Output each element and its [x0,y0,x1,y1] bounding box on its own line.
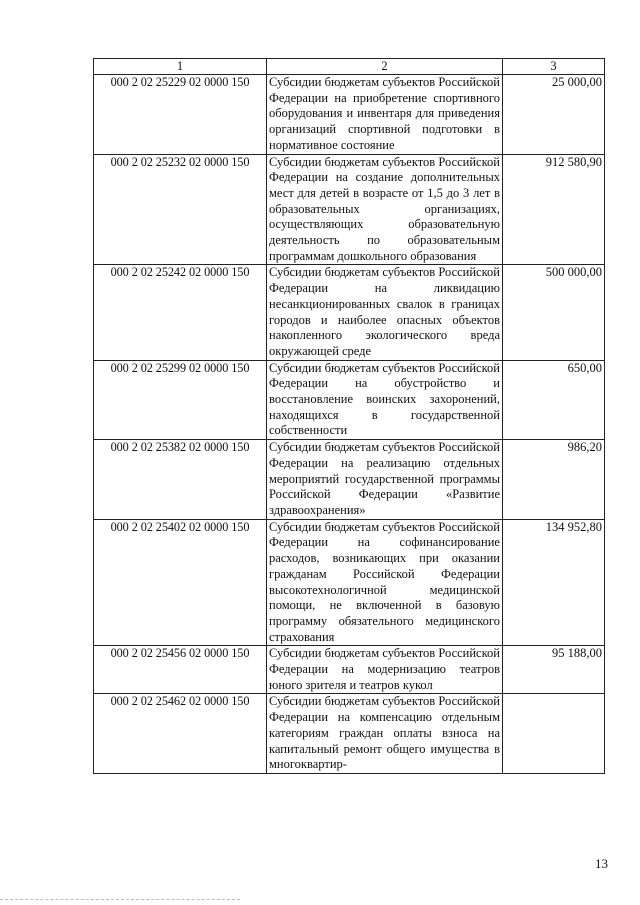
subsidy-amount: 134 952,80 [503,519,605,646]
table-row [94,75,605,155]
budget-table [93,58,605,774]
subsidy-amount: 650,00 [503,360,605,440]
page-number: 13 [595,856,608,871]
subsidy-amount: 25 000,00 [503,75,605,155]
budget-code: 000 2 02 25242 02 0000 150 [94,265,267,360]
table-row [94,519,605,646]
subsidy-description: Субсидии бюджетам субъектов Российской Федерации на реализацию отдельных мероприятий государственной программы Российской Федерации «Развитие здравоохранения» [267,440,503,520]
header-row [94,59,605,75]
footer-divider [0,899,240,901]
subsidy-description: Субсидии бюджетам субъектов Российской Федерации на создание дополнительных мест для детей в возрасте от 1,5 до 3 лет в образовательных организациях, осуществляющих образовательную деятельность по образовательным программам дошкольного образования [267,154,503,265]
column-header-1: 1 [94,59,267,75]
subsidy-description: Субсидии бюджетам субъектов Российской Федерации на компенсацию отдельным категориям граждан оплаты взноса на капитальный ремонт общего имущества в многоквартир- [267,694,503,774]
table-row [94,694,605,774]
budget-code: 000 2 02 25462 02 0000 150 [94,694,267,774]
subsidy-description: Субсидии бюджетам субъектов Российской Федерации на приобретение спортивного оборудования и инвентаря для приведения организаций спортивной подготовки в нормативное состояние [267,75,503,155]
column-header-3: 3 [503,59,605,75]
budget-code: 000 2 02 25232 02 0000 150 [94,154,267,265]
table-row [94,265,605,360]
subsidy-amount [503,694,605,774]
subsidy-amount: 95 188,00 [503,646,605,694]
subsidy-amount: 500 000,00 [503,265,605,360]
subsidy-amount: 912 580,90 [503,154,605,265]
subsidy-description: Субсидии бюджетам субъектов Российской Федерации на обустройство и восстановление воинских захоронений, находящихся в государственной собственности [267,360,503,440]
subsidy-description: Субсидии бюджетам субъектов Российской Федерации на софинансирование расходов, возникающих при оказании гражданам Российской Федерации высокотехнологичной медицинской помощи, не включенной в базовую программу обязательного медицинского страхования [267,519,503,646]
budget-code: 000 2 02 25456 02 0000 150 [94,646,267,694]
subsidy-description: Субсидии бюджетам субъектов Российской Федерации на ликвидацию несанкционированных свалок в границах городов и наиболее опасных объектов накопленного экологического вреда окружающей среде [267,265,503,360]
budget-code: 000 2 02 25382 02 0000 150 [94,440,267,520]
column-header-2: 2 [267,59,503,75]
subsidy-description: Субсидии бюджетам субъектов Российской Федерации на модернизацию театров юного зрителя и театров кукол [267,646,503,694]
table-row [94,440,605,520]
budget-code: 000 2 02 25229 02 0000 150 [94,75,267,155]
budget-code: 000 2 02 25299 02 0000 150 [94,360,267,440]
table-row [94,154,605,265]
subsidy-amount: 986,20 [503,440,605,520]
table-row [94,646,605,694]
table-row [94,360,605,440]
budget-code: 000 2 02 25402 02 0000 150 [94,519,267,646]
